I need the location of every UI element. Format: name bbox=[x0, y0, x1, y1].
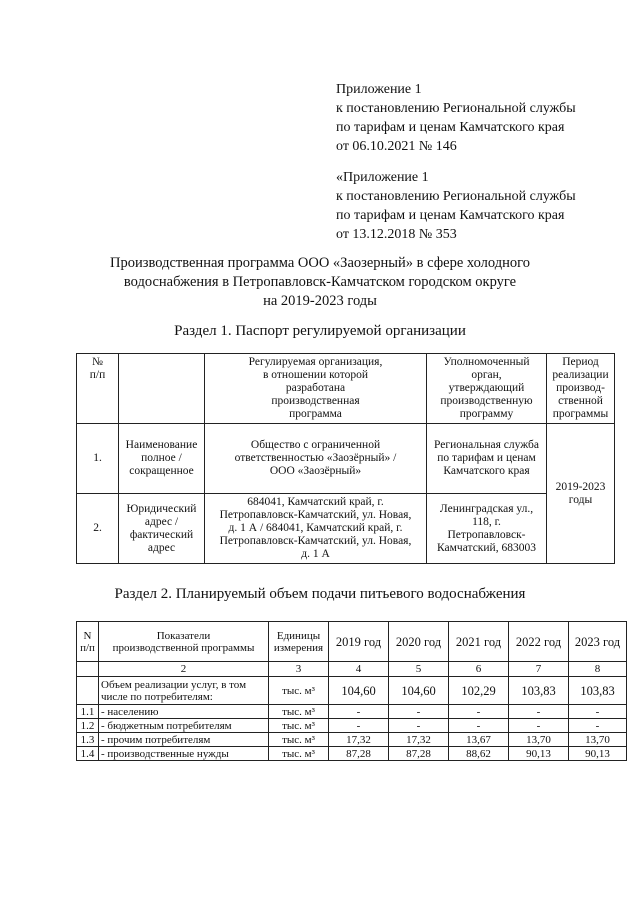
column-number: 4 bbox=[329, 662, 389, 677]
document-title bbox=[40, 254, 600, 311]
row-label: Юридический адрес / фактический адрес bbox=[119, 494, 205, 564]
header-period: Период реализации производ- ственной программы bbox=[547, 354, 615, 424]
row-value: 104,60 bbox=[389, 677, 449, 705]
section1-title: Раздел 1. Паспорт регулируемой организации bbox=[174, 323, 466, 339]
row-label: - производственные нужды bbox=[99, 747, 269, 761]
column-number: 6 bbox=[449, 662, 509, 677]
row-num: 1.2 bbox=[77, 719, 99, 733]
row-unit: тыс. м³ bbox=[269, 705, 329, 719]
column-numbers-row bbox=[77, 662, 627, 677]
row-value: - bbox=[509, 719, 569, 733]
header-year: 2019 год bbox=[329, 622, 389, 662]
volume-header-row bbox=[77, 622, 627, 662]
row-num: 1.4 bbox=[77, 747, 99, 761]
row-value: - bbox=[569, 719, 627, 733]
table-row bbox=[77, 677, 627, 705]
row-value: 17,32 bbox=[329, 733, 389, 747]
row-num bbox=[77, 677, 99, 705]
appendix-date: от 13.12.2018 № 353 bbox=[336, 227, 457, 242]
row-label: - прочим потребителям bbox=[99, 733, 269, 747]
column-number bbox=[77, 662, 99, 677]
row-value: 88,62 bbox=[449, 747, 509, 761]
header-authority: Уполномоченный орган, утверждающий производственную программу bbox=[427, 354, 547, 424]
appendix-date: от 06.10.2021 № 146 bbox=[336, 139, 457, 154]
row-value: 104,60 bbox=[329, 677, 389, 705]
row-value: - bbox=[449, 705, 509, 719]
row-label: - населению bbox=[99, 705, 269, 719]
volume-table bbox=[76, 621, 627, 761]
row-unit: тыс. м³ bbox=[269, 719, 329, 733]
column-number: 7 bbox=[509, 662, 569, 677]
row-value: 17,32 bbox=[389, 733, 449, 747]
table-row bbox=[77, 747, 627, 761]
title-line: на 2019-2023 годы bbox=[263, 293, 377, 309]
row-label: Наименование полное / сокращенное bbox=[119, 424, 205, 494]
appendix-line: к постановлению Региональной службы bbox=[336, 189, 576, 204]
title-line: Производственная программа ООО «Заозерный» в сфере холодного bbox=[110, 255, 530, 271]
appendix-original-block bbox=[336, 168, 626, 244]
row-value: - bbox=[389, 719, 449, 733]
header-num: № п/п bbox=[77, 354, 119, 424]
row-value: 13,67 bbox=[449, 733, 509, 747]
row-value: - bbox=[509, 705, 569, 719]
appendix-line: Приложение 1 bbox=[336, 82, 422, 97]
header-year: 2022 год bbox=[509, 622, 569, 662]
row-unit: тыс. м³ bbox=[269, 733, 329, 747]
row-value: 102,29 bbox=[449, 677, 509, 705]
section2-title: Раздел 2. Планируемый объем подачи питьевого водоснабжения bbox=[114, 586, 526, 602]
row-label: Объем реализации услуг, в том числе по потребителям: bbox=[99, 677, 269, 705]
row-value: 103,83 bbox=[509, 677, 569, 705]
table-row bbox=[77, 705, 627, 719]
row-value: 13,70 bbox=[509, 733, 569, 747]
row-unit: тыс. м³ bbox=[269, 747, 329, 761]
header-num: N п/п bbox=[77, 622, 99, 662]
row-value: - bbox=[389, 705, 449, 719]
period-cell: 2019-2023 годы bbox=[547, 424, 615, 564]
org-name-cell: Общество с ограниченной ответственностью «Заозёрный» / ООО «Заозёрный» bbox=[205, 424, 427, 494]
row-value: - bbox=[569, 705, 627, 719]
header-year: 2021 год bbox=[449, 622, 509, 662]
row-value: 13,70 bbox=[569, 733, 627, 747]
row-value: - bbox=[329, 719, 389, 733]
passport-table bbox=[76, 353, 615, 564]
table-row bbox=[77, 719, 627, 733]
appendix-line: по тарифам и ценам Камчатского края bbox=[336, 120, 565, 135]
row-value: - bbox=[329, 705, 389, 719]
header-year: 2020 год bbox=[389, 622, 449, 662]
header-org: Регулируемая организация, в отношении которой разработана производственная программа bbox=[205, 354, 427, 424]
row-value: - bbox=[449, 719, 509, 733]
row-value: 87,28 bbox=[329, 747, 389, 761]
title-line: водоснабжения в Петропавловск-Камчатском городском округе bbox=[123, 274, 517, 290]
appendix-line: по тарифам и ценам Камчатского края bbox=[336, 208, 565, 223]
row-value: 90,13 bbox=[569, 747, 627, 761]
column-number: 3 bbox=[269, 662, 329, 677]
appendix-current-block bbox=[336, 80, 626, 156]
passport-header-row bbox=[77, 354, 615, 424]
appendix-line: к постановлению Региональной службы bbox=[336, 101, 576, 116]
row-value: 103,83 bbox=[569, 677, 627, 705]
appendix-line: «Приложение 1 bbox=[336, 170, 429, 185]
table-row bbox=[77, 424, 615, 494]
org-address-cell: 684041, Камчатский край, г. Петропавловск-Камчатский, ул. Новая, д. 1 А / 684041, Камчатский край, г. Петропавловск-Камчатский, ул. Новая, д. 1 А bbox=[205, 494, 427, 564]
column-number: 8 bbox=[569, 662, 627, 677]
row-num: 1.3 bbox=[77, 733, 99, 747]
authority-name-cell: Региональная служба по тарифам и ценам Камчатского края bbox=[427, 424, 547, 494]
row-num: 1.1 bbox=[77, 705, 99, 719]
table-row bbox=[77, 494, 615, 564]
header-unit: Единицы измерения bbox=[269, 622, 329, 662]
authority-address-cell: Ленинградская ул., 118, г. Петропавловск- Камчатский, 683003 bbox=[427, 494, 547, 564]
column-number: 5 bbox=[389, 662, 449, 677]
row-num: 1. bbox=[77, 424, 119, 494]
row-unit: тыс. м³ bbox=[269, 677, 329, 705]
header-indicator: Показатели производственной программы bbox=[99, 622, 269, 662]
header-empty bbox=[119, 354, 205, 424]
table-row bbox=[77, 733, 627, 747]
row-label: - бюджетным потребителям bbox=[99, 719, 269, 733]
column-number: 2 bbox=[99, 662, 269, 677]
row-value: 90,13 bbox=[509, 747, 569, 761]
row-num: 2. bbox=[77, 494, 119, 564]
row-value: 87,28 bbox=[389, 747, 449, 761]
header-year: 2023 год bbox=[569, 622, 627, 662]
